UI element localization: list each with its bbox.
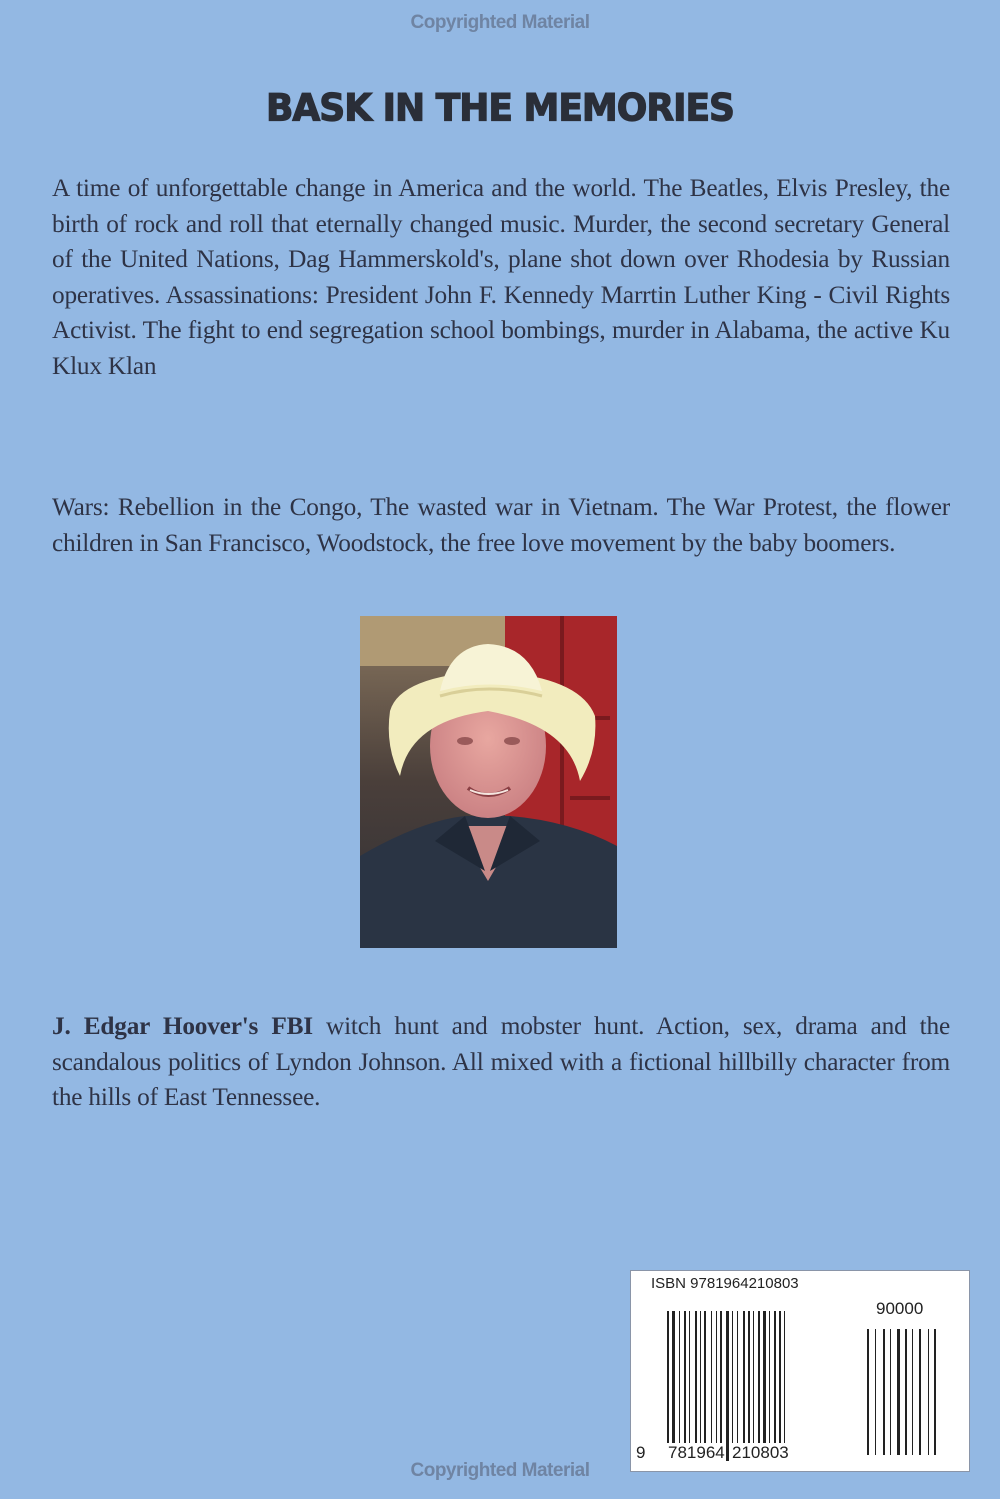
- barcode-bar: [784, 1311, 785, 1461]
- author-photo: [360, 616, 617, 948]
- barcode-digit-group-1: 781964: [668, 1443, 725, 1462]
- copyright-watermark-bottom: Copyrighted Material: [410, 1460, 590, 1481]
- fbi-highlight: J. Edgar Hoover's FBI: [52, 1012, 313, 1040]
- barcode-bar: [753, 1311, 754, 1447]
- barcode-addon-bar: [875, 1329, 876, 1455]
- barcode-bar: [763, 1311, 766, 1447]
- barcode-addon-bar: [934, 1329, 936, 1455]
- barcode-bar: [695, 1311, 697, 1447]
- author-portrait-image: [360, 616, 617, 948]
- barcode-digit-group-2: 210803: [732, 1443, 789, 1462]
- barcode-bar: [726, 1311, 729, 1461]
- barcode-addon-bar: [897, 1329, 900, 1455]
- barcode-bar: [758, 1311, 760, 1447]
- barcode-addon-bar: [928, 1329, 929, 1455]
- isbn-label: ISBN 9781964210803: [651, 1275, 799, 1292]
- description-paragraph-1: A time of unforgettable change in America and the world. The Beatles, Elvis Presley, the birth of rock and roll that eternally changed music. Murder, the second secretary General of the United Nations, Dag Hammerskold's, plane shot down over Rhodesia by Russian operatives. Assassinations: President John F. Kennedy Marrtin Luther King - Civil Rights Activist. The fight to end segregation school bombings, murder in Alabama, the active Ku Klux Klan: [52, 174, 950, 380]
- barcode-addon-bar: [883, 1329, 885, 1455]
- barcode-addon-bar: [867, 1329, 869, 1455]
- barcode-bar: [737, 1311, 738, 1447]
- barcode-addon-bar: [912, 1329, 913, 1455]
- copyright-watermark-top: Copyrighted Material: [410, 12, 590, 33]
- barcode-bar: [679, 1311, 680, 1447]
- cover-title: BASK IN THE MEMORIES: [265, 86, 734, 131]
- barcode-addon-bar: [890, 1329, 891, 1455]
- barcode-bar: [743, 1311, 745, 1447]
- barcode-addon-bar: [905, 1329, 907, 1455]
- barcode-bar: [716, 1311, 717, 1447]
- barcode-bar: [700, 1311, 701, 1447]
- isbn-barcode: [630, 1270, 970, 1472]
- barcode-bar: [774, 1311, 776, 1447]
- barcode-bar: [732, 1311, 733, 1461]
- description-paragraph-3-text: witch hunt and mobster hunt. Action, sex, drama and the scandalous politics of Lyndon Johnson. All mixed with a fictional hillbilly character from the hills of East Tennessee.: [52, 1012, 950, 1111]
- barcode-addon-bar: [919, 1329, 921, 1455]
- description-paragraph-3: [52, 1009, 950, 1116]
- barcode-bar: [779, 1311, 781, 1447]
- barcode-bar: [748, 1311, 750, 1447]
- barcode-bar: [711, 1311, 712, 1447]
- barcode-bar: [684, 1311, 686, 1447]
- barcode-bar: [667, 1311, 669, 1461]
- description-paragraph-2: Wars: Rebellion in the Congo, The wasted war in Vietnam. The War Protest, the flower children in San Francisco, Woodstock, the free love movement by the baby boomers.: [52, 493, 950, 557]
- barcode-digit-first: 9: [636, 1443, 646, 1462]
- barcode-bar: [769, 1311, 770, 1447]
- barcode-bar: [689, 1311, 690, 1447]
- barcode-addon-number: 90000: [876, 1299, 924, 1318]
- barcode-bar: [704, 1311, 706, 1447]
- barcode-bar: [720, 1311, 722, 1447]
- barcode-bar: [672, 1311, 675, 1447]
